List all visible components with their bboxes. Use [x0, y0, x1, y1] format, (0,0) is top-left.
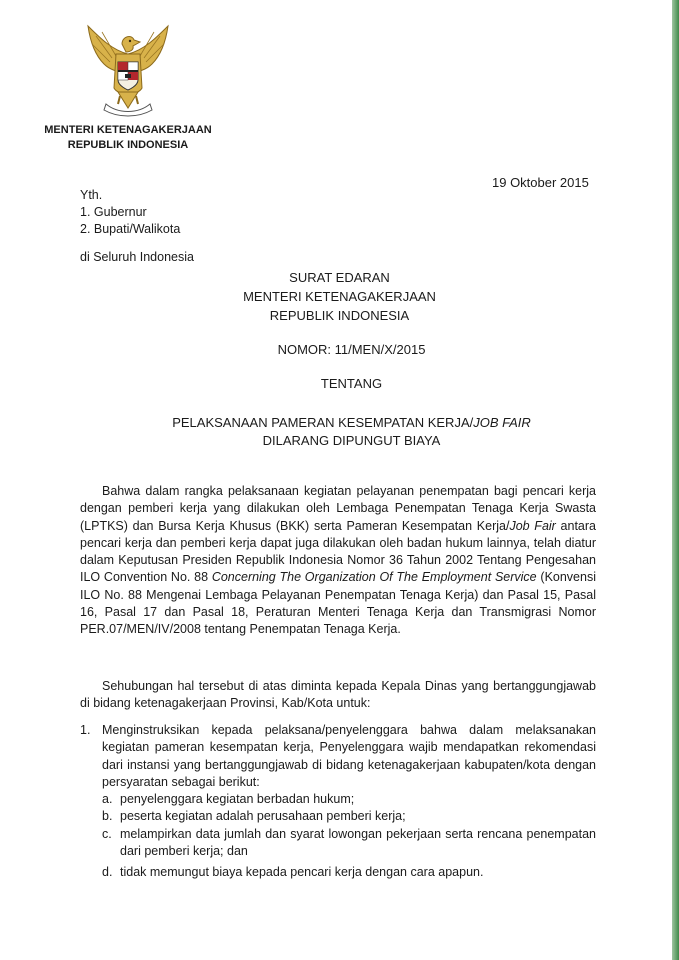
sub-item-letter: a.: [102, 792, 113, 807]
sub-item-letter: c.: [102, 826, 112, 841]
ministry-line-2: REPUBLIK INDONESIA: [67, 139, 189, 151]
title-line-3: REPUBLIK INDONESIA: [269, 308, 410, 323]
about-heading: TENTANG: [320, 376, 383, 391]
body-paragraph-2: Sehubungan hal tersebut di atas diminta kepada Kepala Dinas yang bertanggungjawab di bidang ketenagakerjaan Provinsi, Kab/Kota untuk:: [80, 679, 596, 711]
addressee-block: [80, 187, 194, 266]
sub-list-item: [102, 826, 596, 861]
title-line-2: MENTERI KETENAGAKERJAAN: [243, 289, 436, 304]
list-item-text: Menginstruksikan kepada pelaksana/penyelenggara bahwa dalam melaksanakan kegiatan pameran kesempatan kerja, Penyelenggara wajib mendapatkan rekomendasi dari instansi yang bertanggungjawab di bidang ketenagakerjaan kabupaten/kota dengan persyaratan sebagai berikut:: [102, 723, 596, 789]
list-item: [80, 722, 596, 791]
addressee-place: di Seluruh Indonesia: [80, 250, 194, 264]
addressee-item: 1. Gubernur: [80, 205, 147, 219]
sub-item-text: melampirkan data jumlah dan syarat lowongan pekerjaan serta rencana penempatan dari pemberi kerja; dan: [120, 826, 596, 859]
ministry-line-1: MENTERI KETENAGAKERJAAN: [44, 124, 212, 136]
p1-text-b: antara pencari kerja dan pemberi kerja dapat juga dilakukan oleh badan hukum lainnya, telah diatur dalam Keputusan Presiden Republik Indonesia Nomor 36 Tahun 2002 Tentang Pengesahan ILO Convention No. 88: [80, 518, 597, 585]
sub-list-item: [102, 808, 596, 825]
sub-list-item: [102, 791, 596, 808]
addressee-item: 2. Bupati/Walikota: [80, 222, 181, 236]
subject-line-1: [12, 414, 679, 432]
sub-item-letter: b.: [102, 809, 113, 824]
sub-item-text: peserta kegiatan adalah perusahaan pemberi kerja;: [120, 809, 406, 824]
sub-item-letter: d.: [102, 865, 113, 880]
subject-line-1-text: PELAKSANAAN PAMERAN KESEMPATAN KERJA/: [172, 415, 474, 430]
salutation: Yth.: [80, 188, 103, 202]
page-edge: [672, 0, 679, 960]
ministry-heading: [30, 123, 226, 153]
body-paragraph-1: [80, 483, 596, 639]
subject-heading: [12, 414, 679, 450]
document-title: [0, 268, 679, 325]
p1-italic-2: Concerning The Organization Of The Employment Service: [211, 570, 537, 585]
sub-item-text: penyelenggara kegiatan berbadan hukum;: [120, 792, 355, 807]
sub-item-text: tidak memungut biaya kepada pencari kerja dengan cara apapun.: [120, 865, 484, 880]
letter-date: 19 Oktober 2015: [492, 175, 589, 190]
instruction-list: [80, 722, 596, 882]
subject-line-2: DILARANG DIPUNGUT BIAYA: [262, 433, 441, 448]
document-number: NOMOR: 11/MEN/X/2015: [277, 342, 426, 357]
sub-list-item: [102, 864, 596, 881]
subject-line-1-italic: JOB FAIR: [473, 415, 531, 430]
p1-text-c: (Konvensi ILO No. 88 Mengenai Lembaga Pelayanan Penempatan Tenaga Kerja) dan Pasal 15, Pasal 16, Pasal 17 dan Pasal 18, Peraturan Menteri Tenaga Kerja dan Transmigrasi Nomor PER.07/MEN/IV/2008 tentang Penempatan Tenaga Kerja.: [80, 570, 596, 637]
garuda-pancasila-icon: [82, 24, 174, 120]
list-item-number: 1.: [80, 723, 91, 737]
p1-italic-1: Job Fair: [509, 518, 556, 533]
p1-text-a: Bahwa dalam rangka pelaksanaan kegiatan pelayanan penempatan bagi pencari kerja dengan pemberi kerja yang dilakukan oleh Lembaga Penempatan Tenaga Kerja Swasta (LPTKS) dan Bursa Kerja Khusus (BKK) serta Pameran Kesempatan Kerja/: [80, 484, 596, 533]
title-line-1: SURAT EDARAN: [289, 270, 390, 285]
